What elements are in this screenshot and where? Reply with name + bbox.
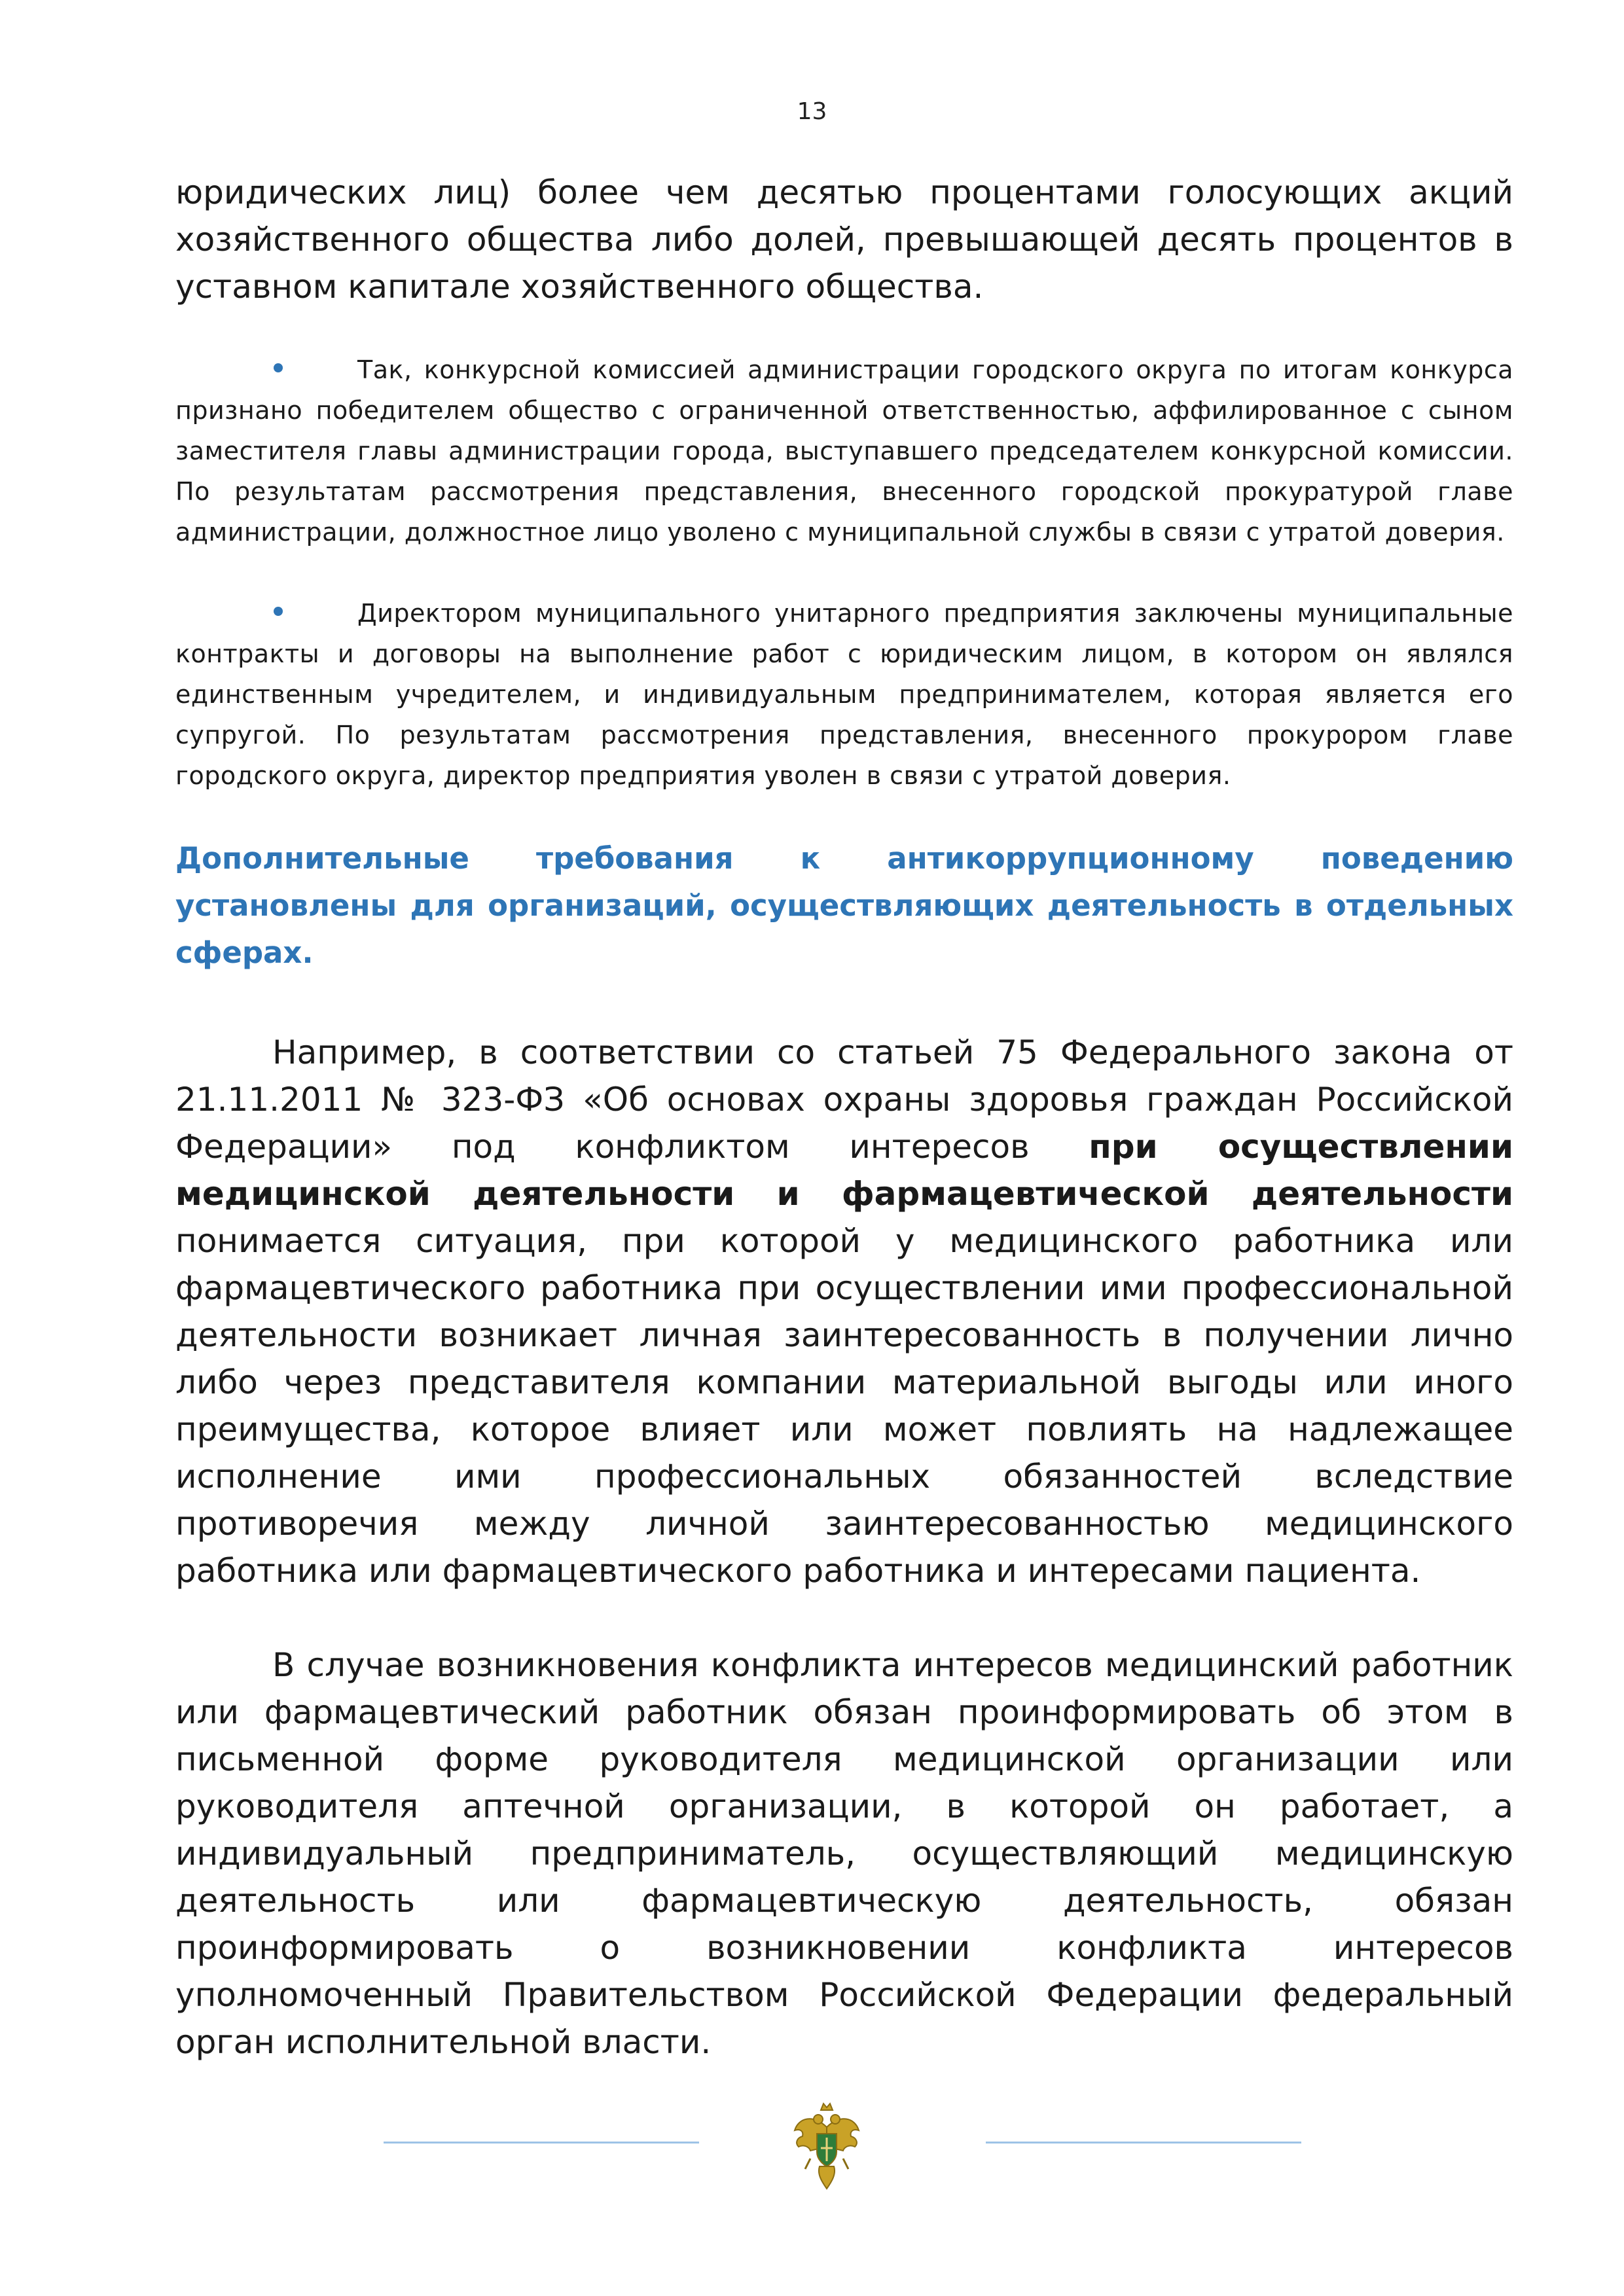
prosecutor-emblem-icon [791,2101,863,2193]
paragraph-example-intro: Например, в соответствии со статьей 75 Федерального закона от 21.11.2011 № 323-ФЗ «Об основах охраны здоровья граждан Российской Федерации» под конфликтом интересов [175,1033,1513,1166]
document-body [175,169,1513,2066]
bullet-item-1 [175,350,1513,552]
page-footer [0,2101,1624,2193]
bullet-item-2-text: Директором муниципального унитарного предприятия заключены муниципальные контракты и договоры на выполнение работ с юридическим лицом, в котором он являлся единственным учредителем, и индивидуальным предпринимателем, которая является его супругой. По результатам рассмотрения представления, внесенного прокурором главе городского округа, директор предприятия уволен в связи с утратой доверия. [175,599,1513,790]
page-number: 13 [797,98,827,125]
bullet-item-2 [175,593,1513,796]
section-heading: Дополнительные требования к антикоррупционному поведению установлены для организаций, осуществляющих деятельность в отдельных сферах. [175,841,1513,970]
bullet-icon [274,363,283,372]
footer-divider-left [384,2142,699,2144]
paragraph-example-rest: понимается ситуация, при которой у медицинского работника или фармацевтического работника при осуществлении ими профессиональной деятельности возникает личная заинтересованность в получении лично либо через представителя компании материальной выгоды или иного преимущества, которое влияет или может повлиять на надлежащее исполнение ими профессиональных обязанностей вследствие противоречия между личной заинтересованностью медицинского работника или фармацевтического работника и интересами пациента. [175,1222,1513,1590]
paragraph-example-emphasis: при осуществлении медицинской деятельности и фармацевтической деятельности [175,1128,1513,1213]
paragraph-continuation: юридических лиц) более чем десятью процентами голосующих акций хозяйственного общества либо долей, превышающей десять процентов в уставном капитале хозяйственного общества. [175,173,1513,306]
paragraph-example [175,1029,1513,1594]
bullet-icon [274,607,283,616]
footer-divider-right [986,2142,1301,2144]
paragraph-obligation: В случае возникновения конфликта интересов медицинский работник или фармацевтический работник обязан проинформировать об этом в письменной форме руководителя медицинской организации или руководителя аптечной организации, в которой он работает, а индивидуальный предприниматель, осуществляющий медицинскую деятельность или фармацевтическую деятельность, обязан проинформировать о возникновении конфликта интересов уполномоченный Правительством Российской Федерации федеральный орган исполнительной власти. [175,1646,1513,2061]
bullet-item-1-text: Так, конкурсной комиссией администрации городского округа по итогам конкурса признано победителем общество с ограниченной ответственностью, аффилированное с сыном заместителя главы администрации города, выступавшего председателем конкурсной комиссии. По результатам рассмотрения представления, внесенного городской прокуратурой главе администрации, должностное лицо уволено с муниципальной службы в связи с утратой доверия. [175,355,1513,547]
